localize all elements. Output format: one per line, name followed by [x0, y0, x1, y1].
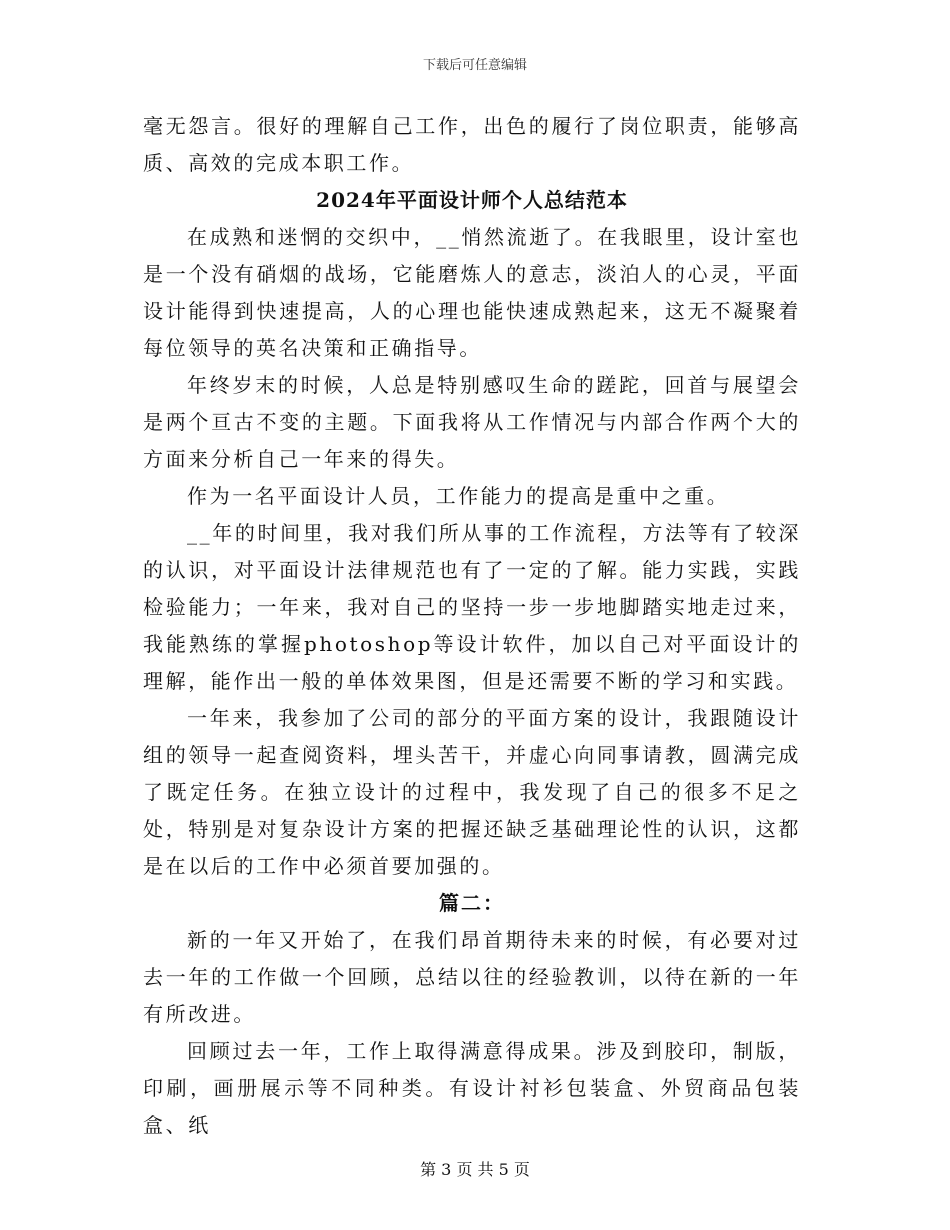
body-paragraph: 年终岁末的时候，人总是特别感叹生命的蹉跎，回首与展望会是两个亘古不变的主题。下面我将从工作情况与内部合作两个大的方面来分析自己一年来的得失。: [143, 373, 801, 471]
body-paragraph: 作为一名平面设计人员，工作能力的提高是重中之重。: [187, 484, 730, 508]
document-title: 2024年平面设计师个人总结范本: [316, 188, 628, 212]
body-paragraph: 在成熟和迷惘的交织中，__悄然流逝了。在我眼里，设计室也是一个没有硝烟的战场，它能磨炼人的意志，淡泊人的心灵，平面设计能得到快速提高，人的心理也能快速成熟起来，这无不凝聚着每位领导的英名决策和正确指导。: [143, 225, 801, 360]
intro-paragraph: 毫无怨言。很好的理解自己工作，出色的履行了岗位职责，能够高质、高效的完成本职工作。: [143, 114, 801, 175]
page-header: 下载后可任意编辑: [422, 58, 527, 73]
body-paragraph: 一年来，我参加了公司的部分的平面方案的设计，我跟随设计组的领导一起查阅资料，埋头苦干，并虚心向同事请教，圆满完成了既定任务。在独立设计的过程中，我发现了自己的很多不足之处，特别是对复杂设计方案的把握还缺乏基础理论性的认识，这都是在以后的工作中必须首要加强的。: [143, 706, 801, 878]
section-title: 篇二：: [439, 891, 505, 915]
section-paragraph: 回顾过去一年，工作上取得满意得成果。涉及到胶印，制版，印刷，画册展示等不同种类。有设计衬衫包装盒、外贸商品包装盒、纸: [143, 1039, 801, 1137]
page-footer: 第 3 页 共 5 页: [420, 1160, 530, 1179]
section-paragraph: 新的一年又开始了，在我们昂首期待未来的时候，有必要对过去一年的工作做一个回顾，总结以往的经验教训，以待在新的一年有所改进。: [143, 928, 801, 1026]
document-body: [143, 108, 801, 1144]
body-paragraph: __年的时间里，我对我们所从事的工作流程，方法等有了较深的认识，对平面设计法律规范也有了一定的了解。能力实践，实践检验能力；一年来，我对自己的坚持一步一步地脚踏实地走过来，我能熟练的掌握photoshop等设计软件，加以自己对平面设计的理解，能作出一般的单体效果图，但是还需要不断的学习和实践。: [143, 521, 801, 693]
